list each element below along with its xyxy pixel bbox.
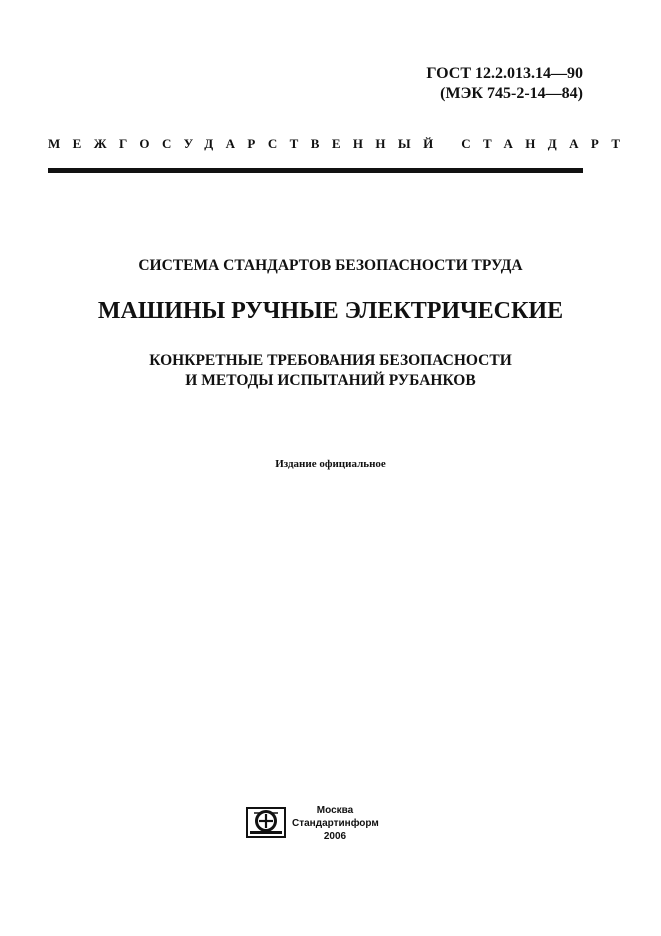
publisher-name: Стандартинформ [292, 818, 379, 829]
subtitle [0, 351, 661, 391]
header-divider [48, 168, 583, 173]
main-title: МАШИНЫ РУЧНЫЕ ЭЛЕКТРИЧЕСКИЕ [97, 298, 564, 324]
subtitle-line-2: И МЕТОДЫ ИСПЫТАНИЙ РУБАНКОВ [185, 372, 476, 389]
edition-label: Издание официальное [275, 458, 386, 470]
gost-number: ГОСТ 12.2.013.14—90 [426, 65, 583, 82]
iec-number: (МЭК 745-2-14—84) [440, 85, 583, 102]
publication-year: 2006 [323, 831, 347, 842]
subtitle-line-1: КОНКРЕТНЫЕ ТРЕБОВАНИЯ БЕЗОПАСНОСТИ [149, 352, 512, 369]
publisher-city: Москва [316, 805, 354, 816]
standard-type-heading: МЕЖГОСУДАРСТВЕННЫЙ СТАНДАРТ [48, 136, 633, 151]
publisher-block [292, 804, 378, 843]
system-title: СИСТЕМА СТАНДАРТОВ БЕЗОПАСНОСТИ ТРУДА [138, 257, 523, 274]
standartinform-logo-icon [246, 807, 286, 838]
document-identifier [426, 64, 583, 104]
